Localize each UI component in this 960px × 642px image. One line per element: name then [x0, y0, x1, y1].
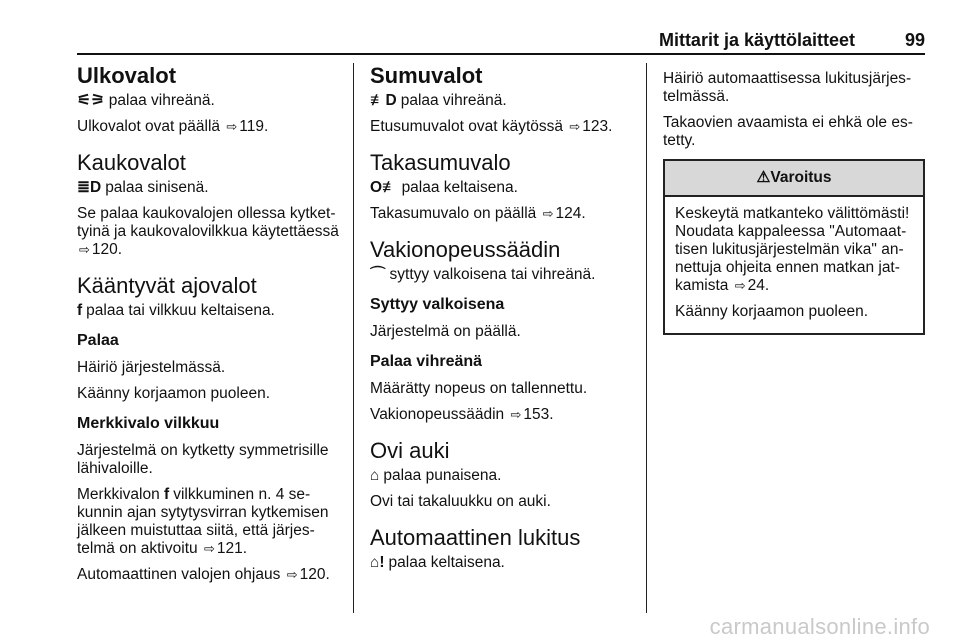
page-ref[interactable]: 119. [239, 118, 269, 135]
subheading-syttyy-valkoisena: Syttyy valkoisena [370, 296, 505, 313]
page-ref[interactable]: 153. [523, 406, 554, 423]
subheading-palaa-vihreana: Palaa vihreänä [370, 353, 483, 370]
paragraph: ⌂! palaa keltaisena. [370, 554, 505, 571]
page-ref[interactable]: 124. [555, 205, 586, 222]
paragraph: Se palaa kaukovalojen ollessa kytkettyinä ja kaukovalovilkkua käytettäessä ⇨ 120. [77, 205, 339, 258]
paragraph: f palaa tai vilkkuu keltaisena. [77, 302, 275, 319]
section-title-takasumuvalo: Takasumuvalo [370, 150, 511, 175]
paragraph: ⌒ syttyy valkoisena tai vihreänä. [370, 266, 596, 283]
paragraph: Käänny korjaamon puoleen. [675, 303, 869, 320]
paragraph: Vakionopeussäädin ⇨ 153. [370, 406, 554, 423]
paragraph: O≢ palaa keltaisena. [370, 179, 518, 196]
paragraph: ⚟⚞ palaa vihreänä. [77, 92, 215, 109]
warning-triangle-icon: ⚠ [756, 169, 771, 186]
watermark: carmanualsonline.info [709, 614, 930, 639]
page-ref[interactable]: 120. [299, 566, 330, 583]
exterior-lights-icon: ⚟⚞ [77, 92, 105, 109]
paragraph: Ovi tai takaluukku on auki. [370, 493, 551, 510]
paragraph: Takasumuvalo on päällä ⇨ 124. [370, 205, 586, 222]
section-title-sumuvalot: Sumuvalot [370, 63, 483, 88]
column-divider-2 [646, 63, 647, 613]
column-2 [370, 63, 632, 580]
subheading-palaa: Palaa [77, 332, 119, 349]
auto-lock-icon: ⌂! [370, 554, 385, 571]
page-ref-arrow-icon: ⇨ [734, 278, 746, 293]
fog-light-icon: ≢D [370, 92, 397, 109]
paragraph: ≣D palaa sinisenä. [77, 179, 209, 196]
page-ref-arrow-icon: ⇨ [79, 242, 90, 257]
page-ref-arrow-icon: ⇨ [542, 206, 554, 221]
warning-header [665, 161, 923, 197]
paragraph: ≢D palaa vihreänä. [370, 92, 507, 109]
page-ref-arrow-icon: ⇨ [226, 119, 238, 134]
page-ref-arrow-icon: ⇨ [203, 541, 215, 556]
paragraph: Etusumuvalot ovat käytössä ⇨ 123. [370, 118, 613, 135]
paragraph: Määrätty nopeus on tallennettu. [370, 380, 588, 397]
page-ref[interactable]: 24. [747, 277, 770, 294]
adaptive-light-icon: f [77, 302, 83, 319]
section-title-ulkovalot: Ulkovalot [77, 63, 177, 88]
section-title-kaantyvat-ajovalot: Kääntyvät ajovalot [77, 273, 257, 298]
column-3 [663, 70, 925, 335]
warning-box [663, 159, 925, 335]
page-ref-arrow-icon: ⇨ [286, 567, 298, 582]
section-title-ovi-auki: Ovi auki [370, 438, 450, 463]
paragraph: Merkkivalon f vilkkuminen n. 4 sekunnin ajan sytytysvirran kytkemisen jälkeen muistuttaa siitä, että järjestelmä on aktivoitu ⇨ 121. [77, 486, 329, 557]
paragraph: Takaovien avaamista ei ehkä ole estetty. [663, 114, 913, 149]
page-ref-arrow-icon: ⇨ [510, 407, 522, 422]
door-open-icon: ⌂ [370, 467, 380, 484]
header-rule [77, 53, 925, 55]
page-ref-arrow-icon: ⇨ [569, 119, 581, 134]
section-title-vakionopeussaadin: Vakionopeussäädin [370, 237, 561, 262]
warning-body [665, 197, 923, 333]
rear-fog-light-icon: O≢ [370, 179, 398, 196]
adaptive-light-icon: f [164, 486, 170, 503]
paragraph: Häiriö järjestelmässä. [77, 359, 226, 376]
page-header [77, 30, 925, 52]
column-1 [77, 63, 339, 592]
paragraph: Järjestelmä on päällä. [370, 323, 521, 340]
page-number: 99 [904, 30, 925, 50]
paragraph: Häiriö automaattisessa lukitusjärjestelmässä. [663, 70, 912, 105]
paragraph: ⌂ palaa punaisena. [370, 467, 502, 484]
header-title: Mittarit ja käyttölaitteet [658, 30, 855, 50]
warning-title: Varoitus [770, 169, 832, 186]
paragraph: Ulkovalot ovat päällä ⇨ 119. [77, 118, 269, 135]
section-title-automaattinen-lukitus: Automaattinen lukitus [370, 525, 581, 550]
paragraph: Järjestelmä on kytketty symmetrisille lähivaloille. [77, 442, 329, 477]
subheading-merkkivalo-vilkkuu: Merkkivalo vilkkuu [77, 415, 220, 432]
paragraph: Automaattinen valojen ohjaus ⇨ 120. [77, 566, 330, 583]
paragraph: Käänny korjaamon puoleen. [77, 385, 271, 402]
section-title-kaukovalot: Kaukovalot [77, 150, 186, 175]
column-divider-1 [353, 63, 354, 613]
page-ref[interactable]: 121. [216, 540, 248, 557]
paragraph: Keskeytä matkanteko välittömästi! Noudata kappaleessa "Automaattisen lukitusjärjestelmän vika" annettuja ohjeita ennen matkan jatkamista ⇨ 24. [675, 205, 910, 294]
high-beam-icon: ≣D [77, 179, 102, 196]
page-ref[interactable]: 120. [91, 241, 123, 258]
page-ref[interactable]: 123. [582, 118, 613, 135]
cruise-control-icon: ⌒ [370, 266, 386, 283]
